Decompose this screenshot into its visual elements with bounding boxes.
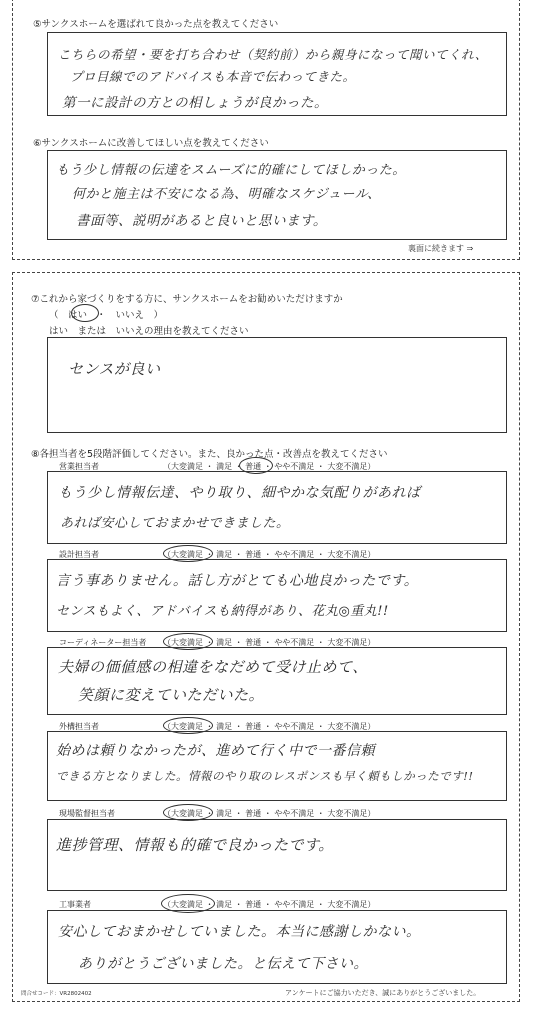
rating-scale: （大変満足 ・ 満足 ・ 普通 ・ やや不満足 ・ 大変不満足） xyxy=(163,809,376,818)
staff-label-design: 設計担当者 xyxy=(59,550,99,559)
rating-scale: （大変満足 ・ 満足 ・ 普通 ・ やや不満足 ・ 大変不満足） xyxy=(163,638,376,647)
handwritten-line: 笑顔に変えていただいた。 xyxy=(78,686,265,704)
handwritten-line: 何かと施主は不安になる為、明確なスケジュール、 xyxy=(72,187,381,202)
question-8-title: ⑧各担当者を5段階評価してください。また、良かった点・改善点を教えてください xyxy=(31,449,388,460)
handwritten-line: こちらの希望・要を打ち合わせ（契約前）から親身になって聞いてくれ、 xyxy=(58,47,488,62)
handwritten-line: もう少し情報伝達、やり取り、細やかな気配りがあれば xyxy=(58,485,421,501)
question-6-title: ⑥サンクスホームに改善してほしい点を教えてください xyxy=(33,138,269,149)
question-7-title: ⑦これから家づくりをする方に、サンクスホームをお勧めいただけますか xyxy=(31,294,343,305)
survey-page-back xyxy=(12,272,520,1002)
staff-label-contractor: 工事業者 xyxy=(59,900,91,909)
question-7-answer-box xyxy=(47,337,507,433)
sales-comment-box xyxy=(47,471,507,544)
handwritten-line: プロ目線でのアドバイスも本音で伝わってきた。 xyxy=(70,69,356,84)
handwritten-line: 夫婦の価値感の相違をなだめて受け止めて、 xyxy=(58,658,368,676)
staff-label-sales: 営業担当者 xyxy=(59,462,99,471)
handwritten-line: 安心しておまかせしていました。本当に感謝しかない。 xyxy=(58,924,421,940)
question-7-options: （ はい ・ いいえ ） xyxy=(49,310,164,321)
staff-label-coordinator: コーディネーター担当者 xyxy=(59,638,147,647)
footer-thanks: アンケートにご協力いただき、誠にありがとうございました。 xyxy=(285,989,481,997)
survey-code: 問合せコード：VR2802402 xyxy=(21,991,92,997)
handwritten-line: センスもよく、アドバイスも納得があり、花丸◎重丸!! xyxy=(56,604,389,619)
site-supervisor-comment-box xyxy=(47,819,507,891)
continue-on-back-note: 裏面に続きます ⇒ xyxy=(408,244,474,253)
selected-yes-circle xyxy=(71,304,99,322)
question-5-title: ⑤サンクスホームを選ばれて良かった点を教えてください xyxy=(33,19,279,30)
staff-label-site-supervisor: 現場監督担当者 xyxy=(59,809,115,818)
coordinator-comment-box xyxy=(47,647,507,715)
handwritten-line: 第一に設計の方との相しょうが良かった。 xyxy=(62,95,328,111)
handwritten-line: 言う事ありません。話し方がとても心地良かったです。 xyxy=(56,573,419,589)
handwritten-answer: センスが良い xyxy=(68,360,161,378)
handwritten-line: ありがとうございました。と伝えて下さい。 xyxy=(78,956,368,972)
handwritten-line: もう少し情報の伝達をスムーズに的確にしてほしかった。 xyxy=(56,163,406,178)
exterior-comment-box xyxy=(47,731,507,801)
question-7-reason-label: はい または いいえの理由を教えてください xyxy=(49,326,249,337)
rating-scale: （大変満足 ・ 満足 ・ 普通 ・ やや不満足 ・ 大変不満足） xyxy=(163,722,376,731)
handwritten-line: あれば安心しておまかせできました。 xyxy=(60,516,290,531)
staff-label-exterior: 外構担当者 xyxy=(59,722,99,731)
handwritten-line: 進捗管理、情報も的確で良かったです。 xyxy=(56,836,334,854)
handwritten-line: 書面等、説明があると良いと思います。 xyxy=(76,213,327,229)
survey-page-front xyxy=(12,0,520,260)
rating-scale: （大変満足 ・ 満足 ・ 普通 ・ やや不満足 ・ 大変不満足） xyxy=(163,550,376,559)
rating-scale: （大変満足 ・ 満足 ・ 普通 ・ やや不満足 ・ 大変不満足） xyxy=(163,462,376,471)
design-comment-box xyxy=(47,559,507,632)
question-5-answer-box xyxy=(47,32,507,116)
question-6-answer-box xyxy=(47,150,507,240)
rating-scale: （大変満足 ・ 満足 ・ 普通 ・ やや不満足 ・ 大変不満足） xyxy=(163,900,376,909)
handwritten-line: できる方となりました。情報のやり取のレスポンスも早く頼もしかったです!! xyxy=(56,769,474,783)
handwritten-line: 始めは頼りなかったが、進めて行く中で一番信頼 xyxy=(56,743,375,759)
contractor-comment-box xyxy=(47,910,507,984)
